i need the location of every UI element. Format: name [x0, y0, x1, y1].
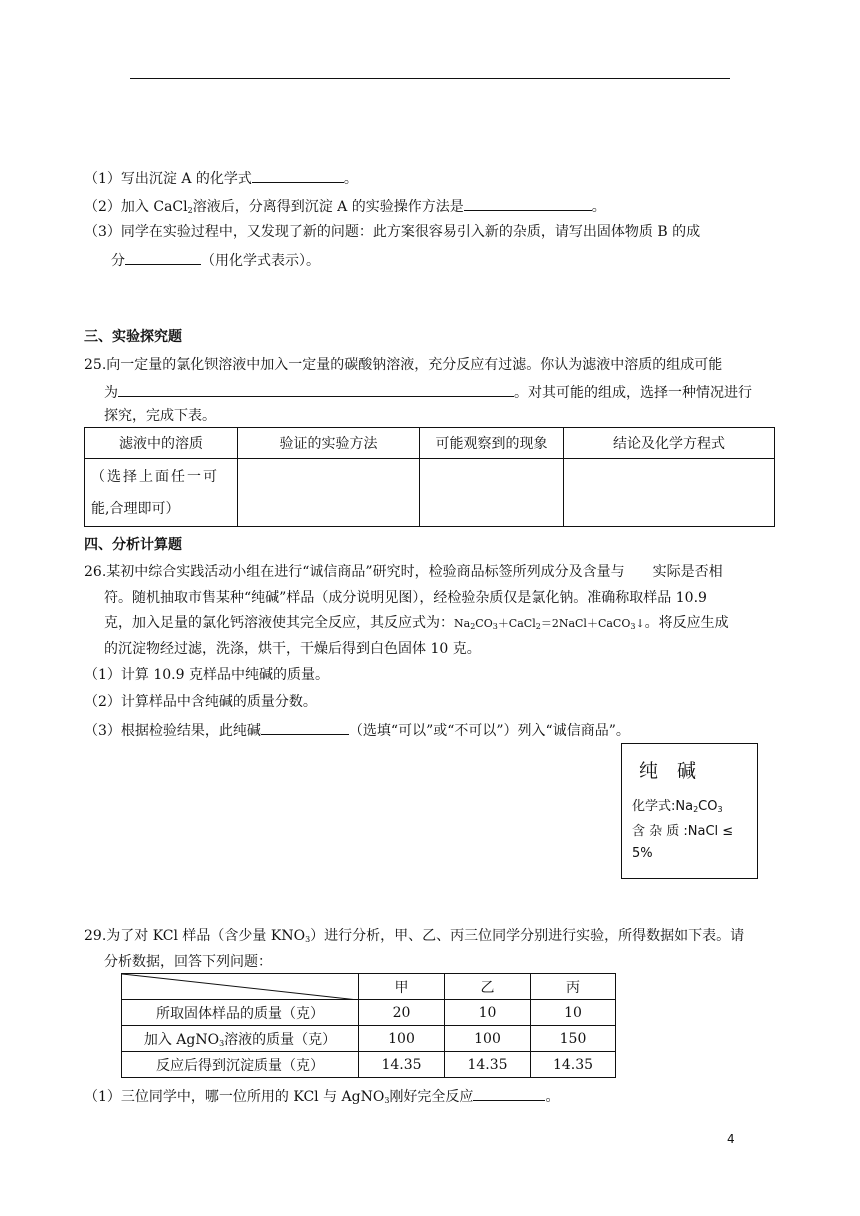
- q24-part3-line2: 分 （用化学式表示）。: [111, 249, 320, 271]
- q29-table: [121, 973, 616, 1078]
- answer-blank[interactable]: [252, 167, 344, 183]
- table-cell: 14.35: [445, 1052, 531, 1078]
- q24-part3-line1: （3）同学在实验过程中，又发现了新的问题：此方案很容易引入新的杂质，请写出固体物质 B 的成: [84, 224, 701, 240]
- q25-line1: 25.向一定量的氯化钡溶液中加入一定量的碳酸钠溶液，充分反应有过滤。你认为滤液中溶质的组成可能: [84, 357, 723, 373]
- answer-blank[interactable]: [118, 381, 514, 397]
- q26-line1: 26.某初中综合实践活动小组在进行“诚信商品”研究时，检验商品标签所列成分及含量与 实际是否相: [84, 564, 723, 580]
- answer-cell[interactable]: [238, 459, 420, 527]
- table-header: 甲: [359, 974, 445, 1000]
- answer-blank[interactable]: [464, 195, 592, 211]
- q26-line2: 符。随机抽取市售某种“纯碱”样品（成分说明见图），经检验杂质仅是氯化钠。准确称取样品 10.9: [104, 590, 707, 606]
- q29-line2: 分析数据，回答下列问题：: [104, 954, 272, 970]
- table-cell: 100: [359, 1026, 445, 1052]
- table-cell: 20: [359, 1000, 445, 1026]
- q26-part2: （2）计算样品中含纯碱的质量分数。: [84, 694, 317, 710]
- header-rule: [130, 78, 730, 79]
- answer-blank[interactable]: [473, 1085, 545, 1101]
- product-label: [621, 743, 758, 879]
- diagonal-header-cell: [122, 974, 359, 1000]
- table-header: 验证的实验方法: [238, 428, 420, 459]
- table-cell: [85, 459, 238, 527]
- table-cell: 10: [531, 1000, 616, 1026]
- chemical-equation: $Na_2CO_3+CaCl_2=2NaCl+CaCO_3↓$: [454, 617, 645, 631]
- answer-cell[interactable]: [420, 459, 564, 527]
- diagonal-line: [122, 974, 358, 1000]
- table-header: 乙: [445, 974, 531, 1000]
- section-title: 四、分析计算题: [84, 537, 182, 553]
- page-number: 4: [727, 1132, 735, 1146]
- table-header: 滤液中的溶质: [85, 428, 238, 459]
- table-header: 丙: [531, 974, 616, 1000]
- table-cell: 14.35: [359, 1052, 445, 1078]
- cell-line: （选择上面任一可: [91, 468, 219, 485]
- q26-part3: （3）根据检验结果，此纯碱 （选填“可以”或“不可以”）列入“诚信商品”。: [84, 719, 630, 741]
- q29-line1: 29.为了对 KCl 样品（含少量 $KNO_3$）进行分析，甲、乙、丙三位同学分别进行实验，所得数据如下表。请: [84, 928, 745, 944]
- q26-line4: 的沉淀物经过滤，洗涤，烘干，干燥后得到白色固体 10 克。: [104, 641, 481, 657]
- table-cell: 150: [531, 1026, 616, 1052]
- section-title: 三、实验探究题: [84, 329, 182, 345]
- row-label: 所取固体样品的质量（克）: [122, 1000, 359, 1026]
- table-cell: 10: [445, 1000, 531, 1026]
- table-cell: 14.35: [531, 1052, 616, 1078]
- table-cell: 100: [445, 1026, 531, 1052]
- q24-part2: （2）加入 CaCl$_2$溶液后，分离得到沉淀 A 的实验操作方法是 。: [84, 195, 606, 221]
- answer-blank[interactable]: [125, 249, 201, 265]
- q25-table: [84, 427, 775, 527]
- cell-line: 能,合理即可）: [91, 500, 180, 517]
- q26-line3: 克，加入足量的氯化钙溶液使其完全反应，其反应式为：$Na_2CO_3+CaCl_2=2NaCl+CaCO_3↓$。将反应生成: [104, 615, 729, 631]
- label-title: 纯 碱: [639, 760, 697, 782]
- label-impurity-value: 5%: [632, 846, 653, 861]
- label-impurity: 含 杂 质 :NaCl ≤: [632, 824, 734, 839]
- answer-blank[interactable]: [261, 719, 349, 735]
- q25-line3: 探究，完成下表。: [104, 408, 216, 424]
- row-label: 反应后得到沉淀质量（克）: [122, 1052, 359, 1078]
- label-formula: 化学式$:Na_2CO_3$: [632, 799, 723, 814]
- table-header: 结论及化学方程式: [564, 428, 775, 459]
- table-header: 可能观察到的现象: [420, 428, 564, 459]
- answer-cell[interactable]: [564, 459, 775, 527]
- q26-part1: （1）计算 10.9 克样品中纯碱的质量。: [84, 667, 329, 683]
- q29-part1: （1）三位同学中，哪一位所用的 KCl 与 AgNO$_3$刚好完全反应 。: [84, 1085, 559, 1111]
- row-label: 加入 AgNO$_3$溶液的质量（克）: [122, 1026, 359, 1052]
- q24-part1: （1）写出沉淀 A 的化学式 。: [84, 167, 358, 189]
- q25-line2: 为 。对其可能的组成，选择一种情况进行: [104, 381, 752, 403]
